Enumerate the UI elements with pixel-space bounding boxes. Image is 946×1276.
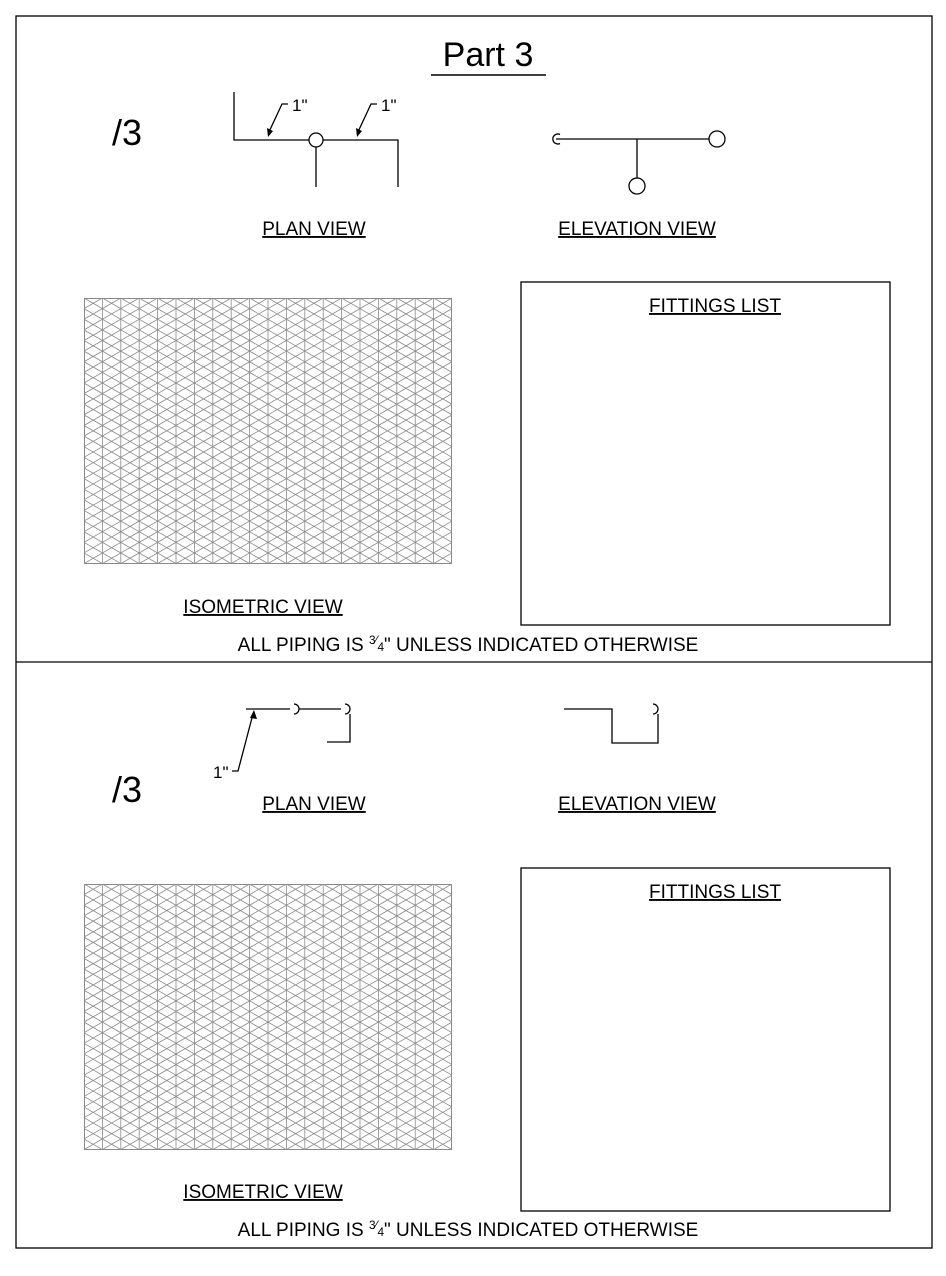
grid-line	[673, 298, 946, 564]
grid-line	[396, 884, 857, 1150]
grid-line	[0, 884, 29, 1150]
size-callout: 1"	[213, 763, 229, 782]
pipe-turn-symbol	[309, 133, 323, 147]
grid-line	[673, 884, 946, 1150]
grid-line	[802, 298, 946, 564]
grid-line	[894, 884, 946, 1150]
grid-line	[0, 298, 10, 564]
leader-arrow	[250, 710, 257, 719]
grid-line	[562, 884, 946, 1150]
grid-line	[470, 884, 931, 1150]
grid-line	[912, 298, 946, 564]
grid-line	[562, 298, 946, 564]
elevation-view-drawing-2	[564, 704, 658, 743]
grid-line	[0, 884, 66, 1150]
grid-line	[0, 884, 48, 1150]
callout-leader	[357, 104, 377, 134]
fittings-list-title: FITTINGS LIST	[649, 882, 781, 903]
plan-view-label: PLAN VIEW	[262, 794, 366, 815]
score-label: /3	[112, 769, 143, 810]
elevation-view-label: ELEVATION VIEW	[558, 219, 716, 240]
grid-line	[507, 298, 946, 564]
grid-line	[470, 884, 931, 1150]
isometric-grid	[0, 298, 946, 564]
grid-line	[489, 298, 946, 564]
grid-line	[0, 884, 139, 1150]
grid-line	[414, 884, 875, 1150]
grid-line	[820, 884, 946, 1150]
size-callout: 1"	[292, 96, 308, 115]
grid-line	[746, 884, 946, 1150]
grid-line	[0, 298, 140, 564]
grid-line	[0, 884, 84, 1150]
grid-line	[783, 298, 946, 564]
grid-line	[415, 884, 876, 1150]
grid-line	[0, 298, 47, 564]
grid-line	[654, 884, 946, 1150]
grid-line	[599, 298, 946, 564]
grid-line	[489, 884, 946, 1150]
grid-line	[765, 884, 946, 1150]
pipe-turn-symbol	[709, 131, 725, 147]
callout-leader	[232, 714, 253, 771]
grid-line	[654, 298, 946, 564]
problem-section-1	[0, 92, 946, 656]
plan-view-drawing-1	[234, 92, 398, 187]
grid-line	[488, 298, 946, 564]
grid-line	[397, 884, 858, 1150]
grid-line	[802, 884, 946, 1150]
grid-line	[783, 884, 946, 1150]
grid-line	[470, 298, 931, 564]
grid-line	[433, 884, 894, 1150]
fittings-list-box[interactable]	[521, 868, 890, 1211]
grid-line	[765, 298, 946, 564]
grid-line	[728, 884, 946, 1150]
grid-line	[599, 884, 946, 1150]
grid-line	[415, 298, 876, 564]
grid-line	[0, 298, 66, 564]
plan-view-label: PLAN VIEW	[262, 219, 366, 240]
grid-line	[0, 884, 66, 1150]
grid-line	[581, 298, 946, 564]
size-callout: 1"	[381, 96, 397, 115]
pipe-rise-symbol	[345, 704, 350, 714]
elevation-view-drawing-1	[553, 131, 725, 194]
grid-line	[636, 298, 946, 564]
grid-line	[838, 884, 946, 1150]
grid-line	[488, 884, 946, 1150]
grid-line	[544, 298, 946, 564]
grid-line	[618, 298, 946, 564]
grid-line	[912, 884, 946, 1150]
grid-line	[434, 884, 895, 1150]
grid-line	[581, 884, 946, 1150]
grid-line	[0, 884, 10, 1150]
isometric-view-label: ISOMETRIC VIEW	[183, 597, 343, 618]
grid-line	[396, 298, 857, 564]
grid-line	[820, 298, 946, 564]
pipe-run	[564, 709, 658, 743]
grid-line	[470, 298, 931, 564]
grid-line	[728, 298, 946, 564]
piping-note: ALL PIPING IS $^3⁄_4$" UNLESS INDICATED OTHERWISE	[237, 1219, 699, 1241]
grid-line	[691, 884, 946, 1150]
grid-line	[838, 298, 946, 564]
score-label: /3	[112, 112, 143, 153]
grid-line	[0, 298, 139, 564]
grid-line	[0, 298, 122, 564]
pipe-rise-symbol	[294, 704, 299, 714]
grid-line	[0, 884, 85, 1150]
grid-line	[636, 884, 946, 1150]
grid-line	[691, 298, 946, 564]
grid-line	[710, 298, 946, 564]
piping-note: ALL PIPING IS $^3⁄_4$" UNLESS INDICATED OTHERWISE	[237, 634, 699, 656]
pipe-rise-symbol	[653, 704, 658, 714]
fittings-list-box[interactable]	[521, 282, 890, 625]
grid-line	[894, 298, 946, 564]
grid-line	[0, 884, 140, 1150]
grid-line	[875, 298, 946, 564]
plan-view-drawing-2	[232, 704, 350, 771]
grid-line	[0, 298, 48, 564]
grid-line	[414, 298, 875, 564]
grid-line	[0, 298, 29, 564]
grid-line	[0, 884, 47, 1150]
grid-line	[544, 884, 946, 1150]
elevation-view-label: ELEVATION VIEW	[558, 794, 716, 815]
grid-line	[526, 298, 946, 564]
fittings-list-title: FITTINGS LIST	[649, 296, 781, 317]
grid-line	[0, 298, 85, 564]
grid-line	[0, 298, 84, 564]
grid-line	[397, 298, 858, 564]
pipe-turn-symbol	[629, 178, 645, 194]
grid-line	[0, 298, 66, 564]
grid-line	[875, 884, 946, 1150]
callout-leader	[268, 104, 288, 134]
grid-line	[618, 884, 946, 1150]
grid-line	[930, 884, 946, 1150]
grid-line	[434, 298, 895, 564]
sheet-border	[16, 16, 932, 1248]
grid-line	[507, 884, 946, 1150]
grid-line	[433, 298, 894, 564]
isometric-view-label: ISOMETRIC VIEW	[183, 1182, 343, 1203]
isometric-grid	[0, 884, 946, 1150]
grid-line	[526, 884, 946, 1150]
grid-line	[710, 884, 946, 1150]
problem-section-2	[0, 704, 946, 1241]
grid-line	[746, 298, 946, 564]
grid-line	[0, 884, 122, 1150]
grid-line	[930, 298, 946, 564]
pipe-run	[327, 714, 350, 742]
page-title: Part 3	[442, 36, 534, 74]
